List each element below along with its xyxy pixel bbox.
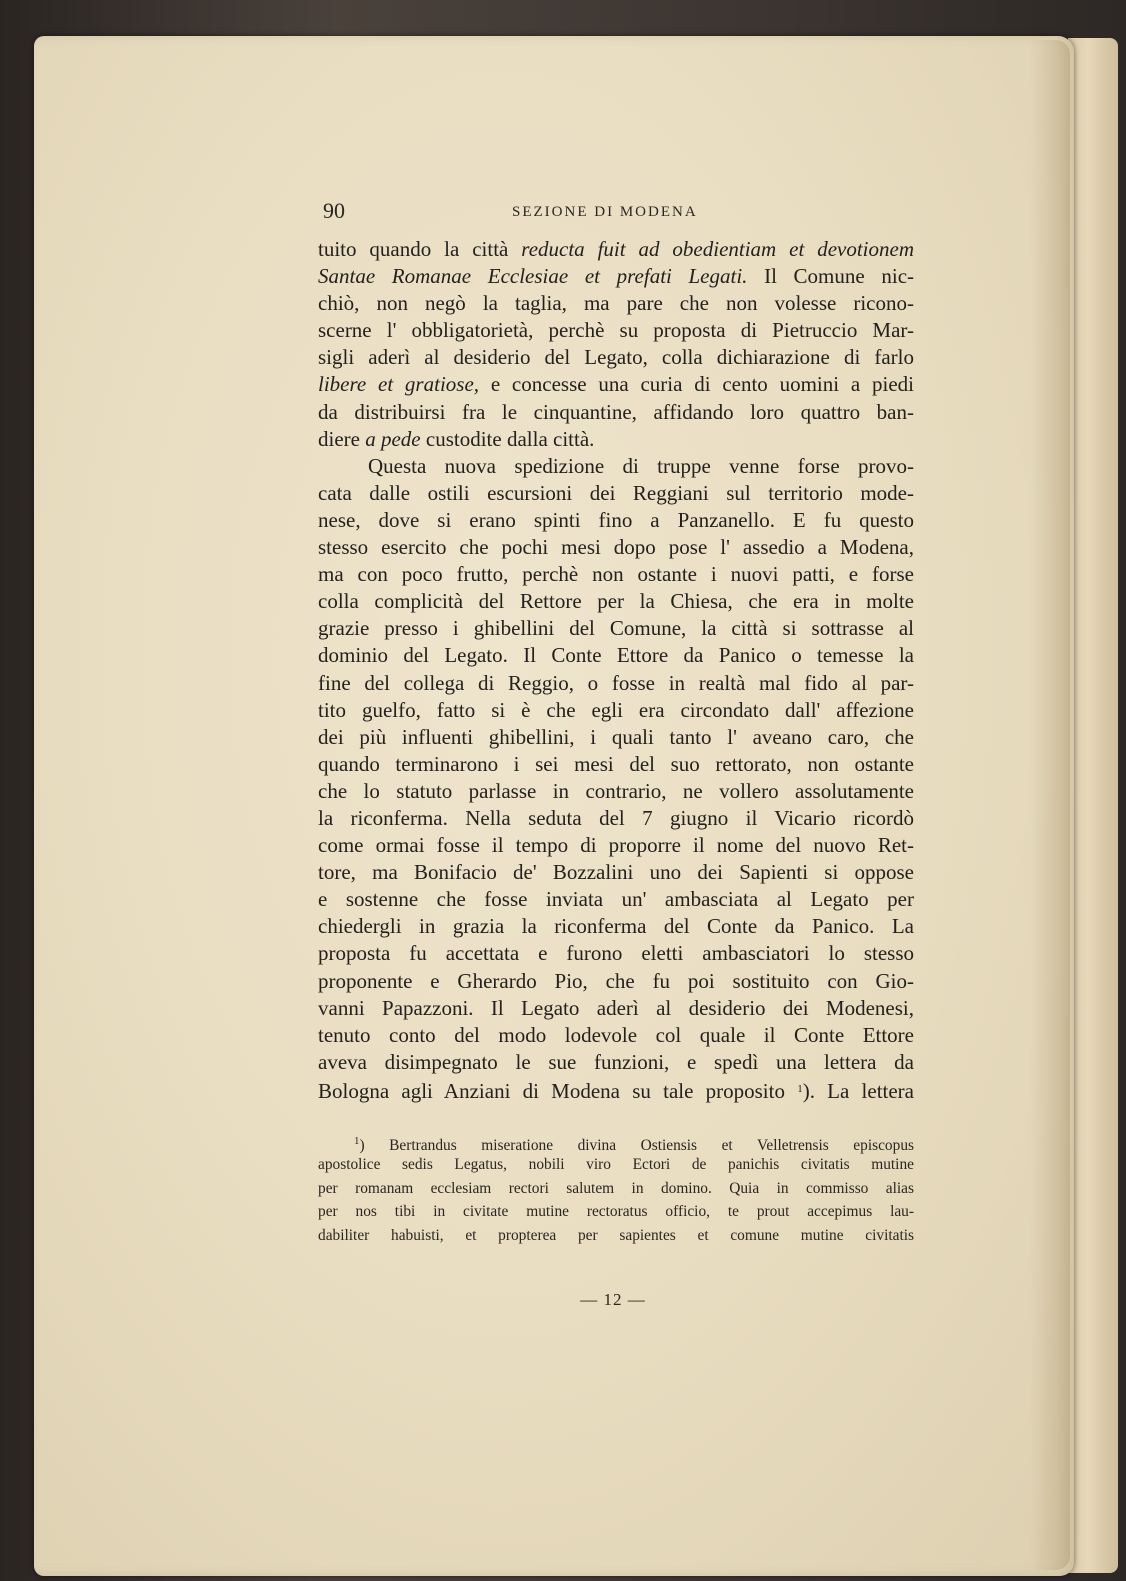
- text-line: la riconferma. Nella seduta del 7 giugno il Vicario ricordò: [318, 805, 914, 830]
- text-line: cata dalle ostili escursioni dei Reggiani sul territorio mode-: [318, 480, 914, 505]
- text-line: chiedergli in grazia la riconferma del Conte da Panico. La: [318, 914, 914, 939]
- text-line: tito guelfo, fatto si è che egli era circondato dall' affezione: [318, 697, 914, 722]
- text-line: tenuto conto del modo lodevole col quale il Conte Ettore: [318, 1022, 914, 1047]
- text-line: proposta fu accettata e furono eletti ambasciatori lo stesso: [318, 941, 914, 966]
- text-line: diere a pede custodite dalla città.: [318, 426, 595, 451]
- text-line: tore, ma Bonifacio de' Bozzalini uno dei Sapienti si oppose: [318, 860, 914, 885]
- footnote-line: apostolice sedis Legatus, nobili viro Ectori de panichis civitatis mutine: [318, 1156, 914, 1174]
- footnote-line: $^1$) Bertrandus miseratione divina Ostiensis et Velletrensis episcopus: [354, 1135, 914, 1154]
- text-line: dominio del Legato. Il Conte Ettore da Panico o temesse la: [318, 643, 914, 668]
- page-fold-shadow: [1030, 40, 1070, 1570]
- running-head: SEZIONE DI MODENA: [512, 204, 698, 220]
- text-line: aveva disimpegnato le sue funzioni, e spedì una lettera da: [318, 1049, 914, 1074]
- text-line: Santae Romanae Ecclesiae et prefati Legati. Il Comune nic-: [318, 264, 915, 289]
- text-line: dei più influenti ghibellini, i quali tanto l' aveano caro, che: [318, 724, 914, 749]
- text-line: scerne l' obbligatorietà, perchè su proposta di Pietruccio Mar-: [318, 318, 914, 343]
- text-line: chiò, non negò la taglia, ma pare che non volesse ricono-: [318, 291, 914, 316]
- body-text: [318, 236, 914, 1103]
- text-line: Questa nuova spedizione di truppe venne forse provo-: [368, 453, 914, 478]
- sheet-number-footer: — 12 —: [580, 1290, 646, 1309]
- next-page-edge: [1068, 38, 1118, 1573]
- footnote-reference: 1: [797, 1082, 803, 1095]
- footnote-line: dabiliter habuisti, et propterea per sapientes et comune mutine civitatis: [318, 1226, 914, 1244]
- text-line: Bologna agli Anziani di Modena su tale proposito $^1$). La lettera: [318, 1078, 914, 1103]
- text-line: vanni Papazzoni. Il Legato aderì al desiderio dei Modenesi,: [318, 995, 914, 1020]
- text-line: da distribuirsi fra le cinquantine, affidando loro quattro ban-: [318, 399, 914, 424]
- footnote-line: per nos tibi in civitate mutine rectoratus officio, te prout accepimus lau-: [318, 1203, 914, 1221]
- text-line: e sostenne che fosse inviata un' ambasciata al Legato per: [318, 887, 914, 912]
- text-line: stesso esercito che pochi mesi dopo pose l' assedio a Modena,: [318, 535, 914, 560]
- text-line: libere et gratiose, e concesse una curia di cento uomini a piedi: [318, 372, 914, 397]
- footnotes: [318, 1130, 914, 1247]
- text-line: sigli aderì al desiderio del Legato, colla dichiarazione di farlo: [318, 345, 914, 370]
- text-line: quando terminarono i sei mesi del suo rettorato, non ostante: [318, 751, 914, 776]
- footnote-marker: 1: [354, 1135, 360, 1147]
- text-line: proponente e Gherardo Pio, che fu poi sostituito con Gio-: [318, 968, 914, 993]
- footnote-line: per romanam ecclesiam rectori salutem in domino. Quia in commisso alias: [318, 1179, 914, 1197]
- text-line: che lo statuto parlasse in contrario, ne vollero assolutamente: [318, 778, 914, 803]
- text-line: ma con poco frutto, perchè non ostante i nuovi patti, e forse: [318, 562, 914, 587]
- text-line: fine del collega di Reggio, o fosse in realtà mal fido al par-: [318, 670, 914, 695]
- text-line: grazie presso i ghibellini del Comune, la città si sottrasse al: [318, 616, 914, 641]
- text-line: tuito quando la città reducta fuit ad obedientiam et devotionem: [318, 237, 915, 261]
- text-line: come ormai fosse il tempo di proporre il nome del nuovo Ret-: [318, 833, 914, 858]
- text-line: nese, dove si erano spinti fino a Panzanello. E fu questo: [318, 507, 914, 532]
- text-line: colla complicità del Rettore per la Chiesa, che era in molte: [318, 589, 914, 614]
- page-number: 90: [323, 198, 345, 223]
